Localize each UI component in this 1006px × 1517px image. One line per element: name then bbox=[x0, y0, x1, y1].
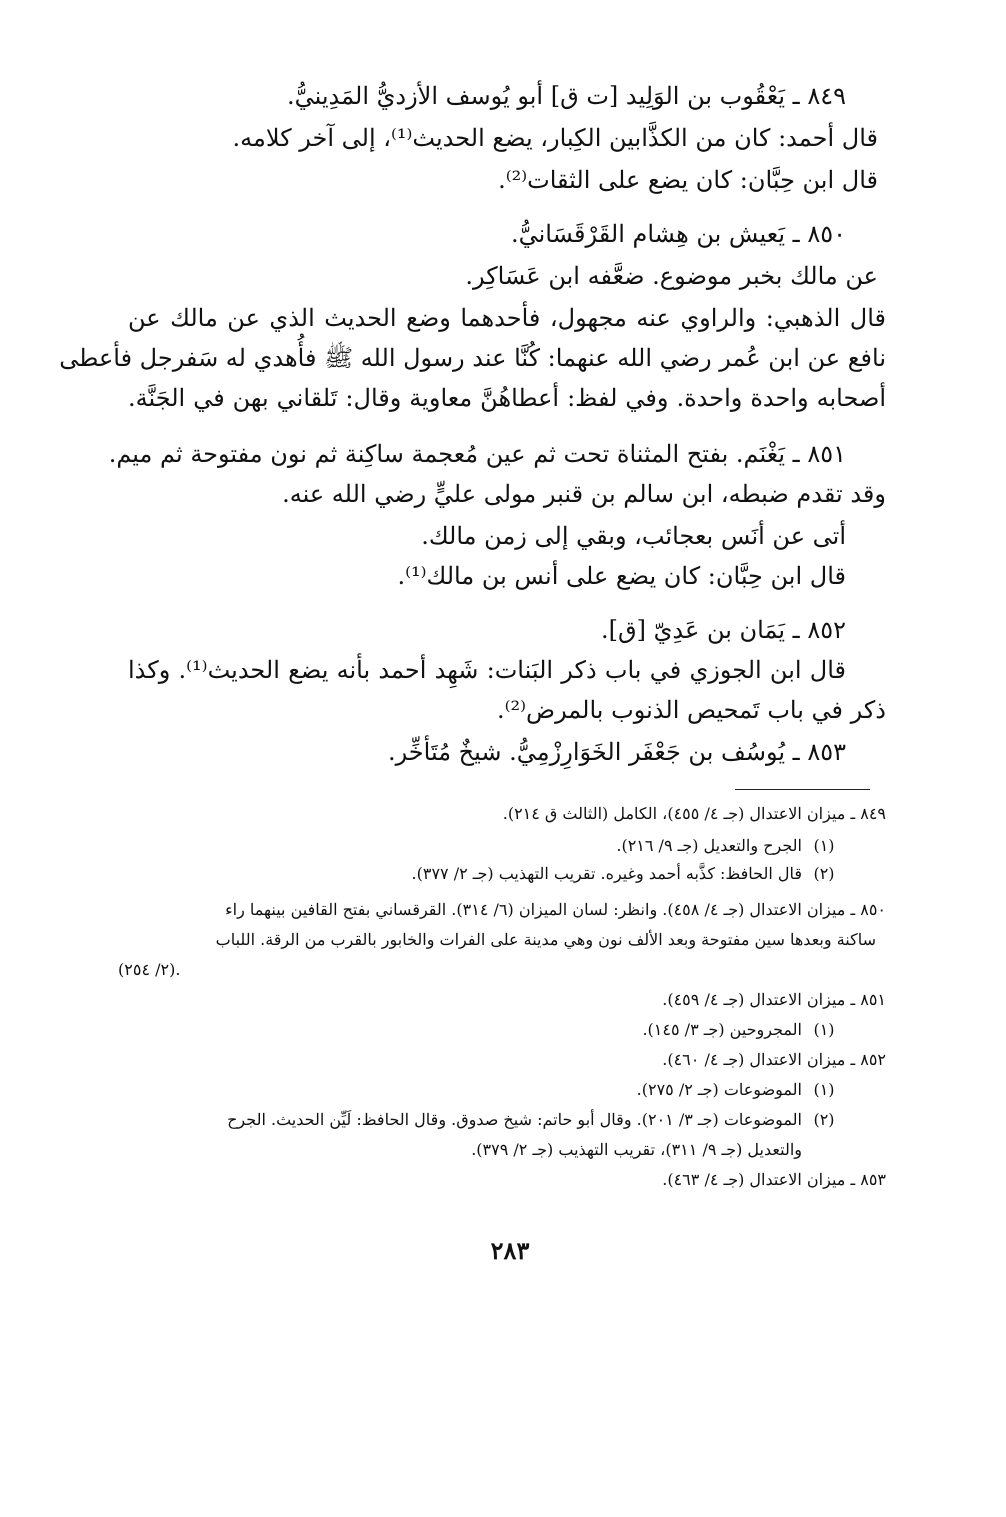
footnote-line: ٨٥٢ ـ ميزان الاعتدال (جـ ٤/ ٤٦٠). bbox=[662, 1050, 886, 1069]
footnote-line: (٢)قال الحافظ: كذَّبه أحمد وغيره. تقريب التهذيب (جـ ٢/ ٣٧٧). bbox=[411, 864, 835, 883]
footnote-line: ٨٤٩ ـ ميزان الاعتدال (جـ ٤/ ٤٥٥)، الكامل (الثالث ق ٢١٤). bbox=[502, 804, 886, 823]
entry-851-line: قال ابن حِبَّان: كان يضع على أنس بن مالك⁽¹⁾. bbox=[397, 562, 846, 590]
footnote-line: ٨٥٣ ـ ميزان الاعتدال (جـ ٤/ ٤٦٣). bbox=[662, 1170, 886, 1189]
footnote-line: (١)المجروحين (جـ ٣/ ١٤٥). bbox=[642, 1020, 835, 1039]
footnote-line: (١)الموضوعات (جـ ٢/ ٢٧٥). bbox=[636, 1080, 835, 1099]
footnote-line: والتعديل (جـ ٩/ ٣١١)، تقريب التهذيب (جـ ٢/ ٣٧٩). bbox=[471, 1140, 802, 1159]
footnote-line: (٢)الموضوعات (جـ ٣/ ٢٠١). وقال أبو حاتم: شيخ صدوق. وقال الحافظ: لَيِّن الحديث. الجرح bbox=[227, 1110, 835, 1129]
entry-850-line: نافع عن ابن عُمر رضي الله عنهما: كُنَّا عند رسول الله ﷺ فأُهدي له سَفرجل فأعطى bbox=[59, 344, 886, 372]
entry-850-line: قال الذهبي: والراوي عنه مجهول، فأحدهما وضع الحديث الذي عن مالك عن bbox=[128, 304, 886, 332]
entry-851-heading: ٨٥١ ـ يَغْنَم. بفتح المثناة تحت ثم عين مُعجمة ساكِنة ثم نون مفتوحة ثم ميم. bbox=[108, 440, 846, 468]
footnote-line: ساكنة وبعدها سين مفتوحة وبعد الألف نون وهي مدينة على الفرات والخابور بالقرب من الرقة. اللباب bbox=[215, 930, 876, 949]
entry-852-line: قال ابن الجوزي في باب ذكر البَنات: شَهِد أحمد بأنه يضع الحديث⁽¹⁾. وكذا bbox=[128, 656, 847, 684]
entry-851-line: أتى عن أنَس بعجائب، وبقي إلى زمن مالك. bbox=[421, 522, 846, 550]
entry-849-line: قال ابن حِبَّان: كان يضع على الثقات⁽²⁾. bbox=[498, 166, 878, 194]
entry-850-line: عن مالك بخبر موضوع. ضعَّفه ابن عَسَاكِر. bbox=[465, 262, 878, 290]
footnote-line: ٨٥١ ـ ميزان الاعتدال (جـ ٤/ ٤٥٩). bbox=[662, 990, 886, 1009]
footnote-divider bbox=[735, 789, 870, 790]
entry-852-heading: ٨٥٢ ـ يَمَان بن عَدِيّ [ق]. bbox=[601, 616, 846, 644]
footnote-line: (٢/ ٢٥٤). bbox=[118, 960, 181, 979]
entry-849-line: قال أحمد: كان من الكذَّابين الكِبار، يضع الحديث⁽¹⁾، إلى آخر كلامه. bbox=[232, 124, 878, 152]
entry-853-heading: ٨٥٣ ـ يُوسُف بن جَعْفَر الخَوَارِزْمِيُّ. شيخٌ مُتَأخِّر. bbox=[387, 738, 846, 766]
footnote-line: (١)الجرح والتعديل (جـ ٩/ ٢١٦). bbox=[616, 836, 835, 855]
footnote-line: ٨٥٠ ـ ميزان الاعتدال (جـ ٤/ ٤٥٨). وانظر: لسان الميزان (٦/ ٣١٤). القرقساني بفتح القافين بينهما راء bbox=[225, 900, 886, 919]
entry-852-line: ذكر في باب تَمحيص الذنوب بالمرض⁽²⁾. bbox=[497, 696, 886, 724]
entry-850-line: أصحابه واحدة واحدة. وفي لفظ: أعطاهُنَّ معاوية وقال: تَلقاني بهن في الجَنَّة. bbox=[128, 384, 886, 412]
entry-851-line: وقد تقدم ضبطه، ابن سالم بن قنبر مولى عليٍّ رضي الله عنه. bbox=[282, 480, 886, 508]
page-number: ٢٨٣ bbox=[490, 1236, 530, 1265]
entry-849-heading: ٨٤٩ ـ يَعْقُوب بن الوَلِيد [ت ق] أبو يُوسف الأزديُّ المَدِينيُّ. bbox=[286, 82, 846, 110]
entry-850-heading: ٨٥٠ ـ يَعيش بن هِشام القَرْقَسَانيُّ. bbox=[510, 220, 846, 248]
